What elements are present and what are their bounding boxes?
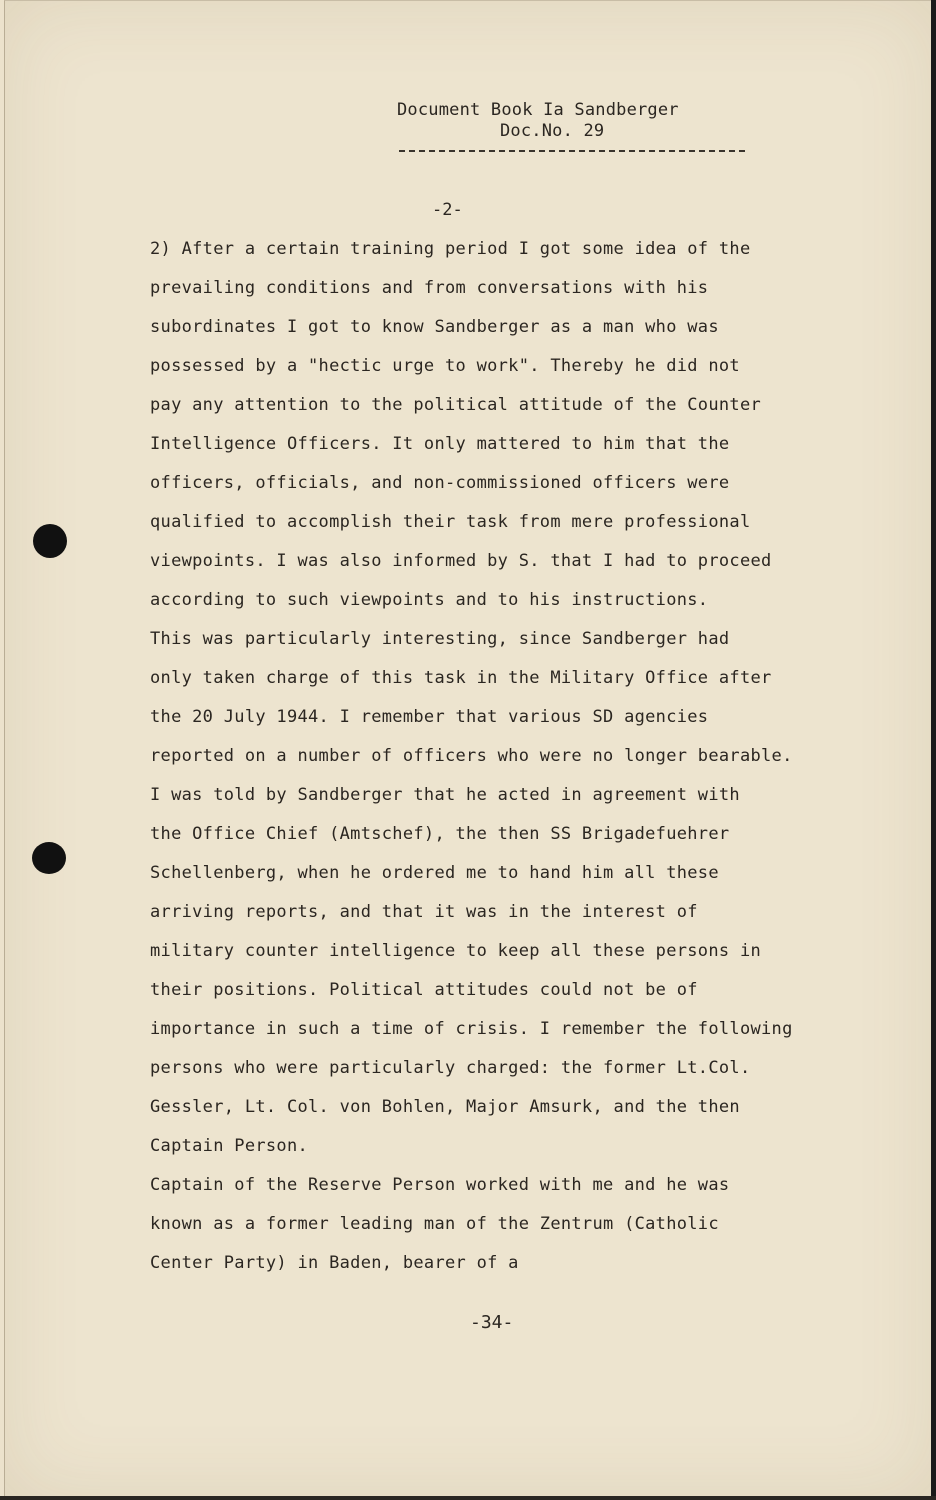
body-line: I was told by Sandberger that he acted in agreement with — [150, 785, 740, 805]
body-line: arriving reports, and that it was in the interest of — [150, 902, 698, 922]
body-line: known as a former leading man of the Zentrum (Catholic — [150, 1214, 719, 1234]
scan-bottom-edge — [0, 1496, 936, 1500]
header-doc-number: Doc.No. 29 — [500, 121, 605, 141]
body-line: Captain of the Reserve Person worked with me and he was — [150, 1175, 730, 1195]
body-line: Captain Person. — [150, 1136, 309, 1156]
body-line: persons who were particularly charged: the former Lt.Col. — [150, 1058, 751, 1078]
body-line: This was particularly interesting, since Sandberger had — [150, 629, 730, 649]
header-title: Document Book Ia Sandberger — [397, 100, 679, 120]
document-header — [397, 100, 757, 142]
body-line: 2) After a certain training period I got some idea of the — [150, 239, 751, 259]
body-line: the 20 July 1944. I remember that various SD agencies — [150, 707, 709, 727]
body-line: military counter intelligence to keep all these persons in — [150, 941, 762, 961]
punch-hole-top — [33, 524, 67, 558]
footer-page-number: -34- — [470, 1312, 514, 1333]
scan-right-edge — [931, 0, 936, 1500]
body-text — [150, 234, 870, 1287]
punch-hole-bottom — [32, 842, 66, 874]
body-line: Gessler, Lt. Col. von Bohlen, Major Amsurk, and the then — [150, 1097, 740, 1117]
body-line: their positions. Political attitudes could not be of — [150, 980, 698, 1000]
body-line: qualified to accomplish their task from mere professional — [150, 512, 751, 532]
body-line: Center Party) in Baden, bearer of a — [150, 1253, 519, 1273]
body-line: possessed by a "hectic urge to work". Thereby he did not — [150, 356, 740, 376]
header-divider — [399, 150, 745, 152]
section-page-mark: -2- — [432, 200, 463, 220]
body-line: only taken charge of this task in the Military Office after — [150, 668, 772, 688]
body-line: reported on a number of officers who were no longer bearable. — [150, 746, 793, 766]
body-line: importance in such a time of crisis. I remember the following — [150, 1019, 793, 1039]
body-line: Schellenberg, when he ordered me to hand him all these — [150, 863, 719, 883]
body-line: officers, officials, and non-commissioned officers were — [150, 473, 730, 493]
body-line: Intelligence Officers. It only mattered to him that the — [150, 434, 730, 454]
body-line: pay any attention to the political attitude of the Counter — [150, 395, 762, 415]
body-line: subordinates I got to know Sandberger as a man who was — [150, 317, 719, 337]
body-line: viewpoints. I was also informed by S. that I had to proceed — [150, 551, 772, 571]
body-line: the Office Chief (Amtschef), the then SS Brigadefuehrer — [150, 824, 730, 844]
body-line: according to such viewpoints and to his instructions. — [150, 590, 709, 610]
body-line: prevailing conditions and from conversations with his — [150, 278, 709, 298]
